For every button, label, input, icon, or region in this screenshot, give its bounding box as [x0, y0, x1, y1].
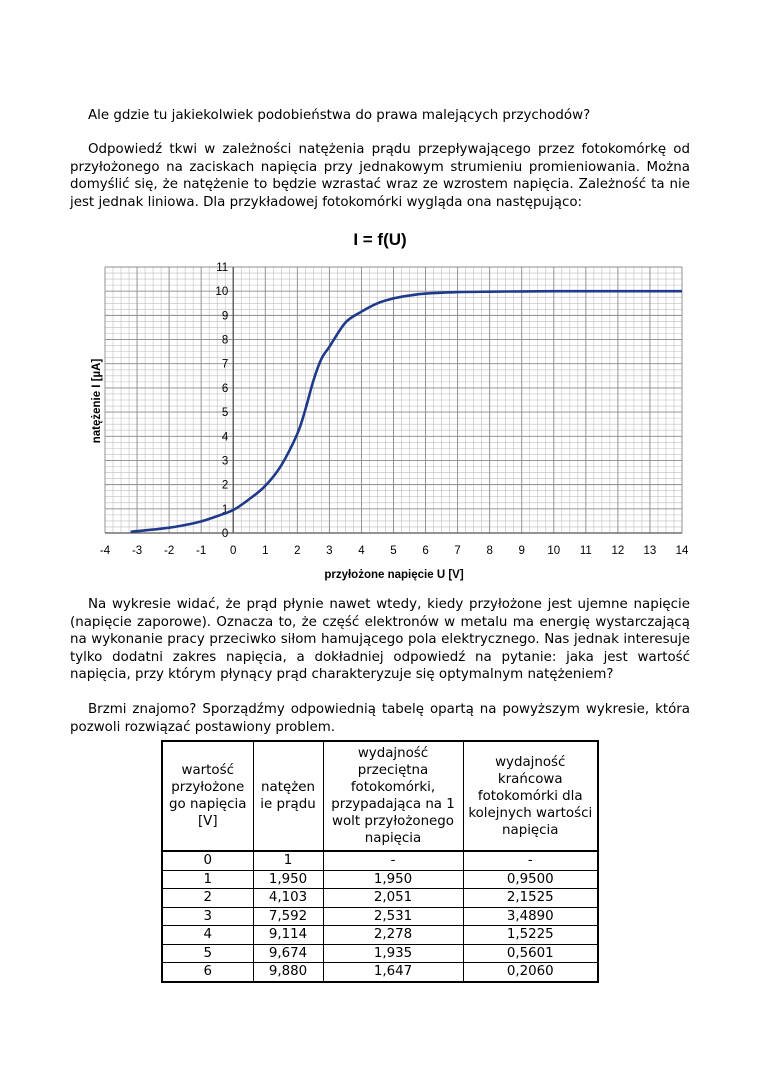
x-tick-label: 4 [358, 545, 365, 557]
x-tick-label: 10 [547, 545, 561, 557]
header-average-efficiency: wydajność przeciętna fotokomórki, przypadająca na 1 wolt przyłożonego napięcia [323, 741, 463, 851]
cell-marginal: 0,5601 [463, 944, 598, 963]
cell-voltage: 4 [162, 926, 253, 945]
y-tick-label: 10 [215, 286, 229, 299]
cell-average: 1,647 [323, 963, 463, 982]
x-tick-label: -4 [99, 545, 111, 557]
header-current: natężen ie prądu [253, 741, 323, 851]
cell-marginal: 3,4890 [463, 907, 598, 926]
table-row [162, 963, 598, 982]
x-tick-label: 7 [454, 545, 461, 557]
x-tick-label: 11 [579, 545, 592, 557]
cell-current: 7,592 [253, 907, 323, 926]
table-row [162, 870, 598, 889]
header-voltage: wartość przyłożone go napięcia [V] [162, 741, 253, 851]
table-row [162, 926, 598, 945]
table-row [162, 907, 598, 926]
intro-paragraph: Odpowiedź tkwi w zależności natężenia prądu przepływającego przez fotokomórkę od przyłożonego na zaciskach napięcia przy jednakowym strumieniu promieniowania. Można domyślić się, że natężenie to będzie wzrastać wraz ze wzrostem napięcia. Zależność ta nie jest jednak liniowa. Dla przykładowej fotokomórki wygląda ona następująco: [70, 142, 690, 210]
x-tick-label: 1 [262, 545, 269, 557]
x-tick-label: 8 [486, 545, 493, 557]
cell-voltage: 3 [162, 907, 253, 926]
y-tick-label: 11 [216, 262, 229, 274]
cell-voltage: 0 [162, 851, 253, 870]
x-tick-label: 0 [230, 545, 237, 557]
cell-marginal: 0,2060 [463, 963, 598, 982]
cell-current: 9,114 [253, 926, 323, 945]
y-tick-label: 9 [221, 310, 229, 323]
question-paragraph: Ale gdzie tu jakiekolwiek podobieństwa do prawa malejących przychodów? [88, 108, 591, 123]
table-row [162, 889, 598, 908]
explanation-paragraph: Na wykresie widać, że prąd płynie nawet wtedy, kiedy przyłożone jest ujemne napięcie (napięcie zaporowe). Oznacza to, że część elektronów w metalu ma energię wystarczającą na wykonanie pracy przeciwko siłom hamującego pola elektrycznego. Nas jednak interesuje tylko dodatni zakres napięcia, a dokładniej odpowiedź na pytanie: jaka jest wartość napięcia, przy którym płynący prąd charakteryzuje się optymalnym natężeniem? [70, 597, 690, 682]
cell-voltage: 1 [162, 870, 253, 889]
cell-average: 1,950 [323, 870, 463, 889]
cell-average: 2,531 [323, 907, 463, 926]
y-axis-label: natężenie I [µA] [91, 358, 103, 444]
cell-current: 9,880 [253, 963, 323, 982]
cell-average: 1,935 [323, 944, 463, 963]
efficiency-table [161, 740, 599, 983]
table-header-row [162, 741, 598, 851]
cell-voltage: 5 [162, 944, 253, 963]
y-tick-label: 0 [221, 528, 229, 540]
x-tick-label: 6 [422, 545, 429, 557]
cell-marginal: 2,1525 [463, 889, 598, 908]
cell-current: 1,950 [253, 870, 323, 889]
cell-voltage: 2 [162, 889, 253, 908]
table-intro-paragraph: Brzmi znajomo? Sporządźmy odpowiednią tabelę opartą na powyższym wykresie, która pozwoli rozwiązać postawiony problem. [70, 702, 690, 735]
chart-title: I = f(U) [353, 230, 407, 249]
y-tick-label: 8 [221, 334, 229, 347]
x-tick-label: -1 [196, 545, 207, 557]
cell-voltage: 6 [162, 963, 253, 982]
cell-marginal: 1,5225 [463, 926, 598, 945]
cell-marginal: 0,9500 [463, 870, 598, 889]
x-tick-labels [100, 545, 689, 557]
x-axis-label: przyłożone napięcie U [V] [324, 569, 464, 581]
x-tick-label: -2 [163, 545, 175, 557]
y-tick-label: 7 [221, 358, 229, 371]
x-tick-label: -3 [131, 545, 143, 557]
cell-average: 2,278 [323, 926, 463, 945]
x-tick-label: 9 [518, 545, 525, 557]
x-tick-label: 12 [611, 545, 625, 557]
cell-average: 2,051 [323, 889, 463, 908]
y-tick-label: 3 [221, 455, 229, 468]
y-tick-label: 5 [221, 407, 229, 420]
cell-average: - [323, 851, 463, 870]
x-tick-label: 2 [294, 545, 301, 557]
x-tick-label: 5 [390, 545, 397, 557]
cell-marginal: - [463, 851, 598, 870]
cell-current: 4,103 [253, 889, 323, 908]
y-tick-label: 1 [221, 503, 229, 516]
header-marginal-efficiency: wydajność krańcowa fotokomórki dla kolejnych wartości napięcia [463, 741, 598, 851]
cell-current: 1 [253, 851, 323, 870]
y-tick-label: 4 [221, 431, 229, 444]
x-tick-label: 14 [675, 545, 689, 557]
table-row [162, 944, 598, 963]
y-tick-label: 6 [221, 382, 229, 395]
cell-current: 9,674 [253, 944, 323, 963]
table-row [162, 851, 598, 870]
x-tick-label: 3 [326, 545, 333, 557]
x-tick-label: 13 [643, 545, 657, 557]
y-tick-label: 2 [221, 479, 229, 492]
